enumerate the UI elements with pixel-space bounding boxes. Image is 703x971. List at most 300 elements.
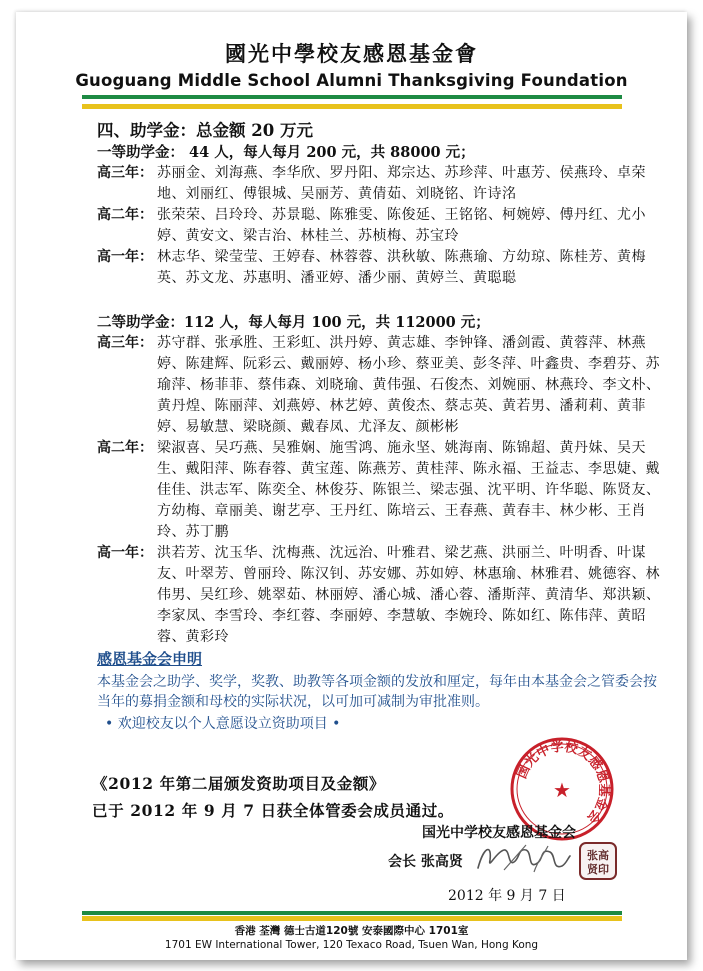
name-separator: 、 [171, 186, 186, 202]
recipient-name: 沈玉华 [214, 545, 258, 561]
recipient-name: 黄梅英 [157, 249, 646, 286]
name-separator: 、 [186, 377, 200, 393]
name-separator: 、 [603, 165, 617, 181]
recipient-name: 苏桢梅 [358, 228, 402, 244]
name-separator: 、 [459, 186, 473, 202]
name-separator: 、 [186, 482, 200, 498]
recipient-name: 沈平明 [487, 482, 531, 498]
recipient-name: 黄宝莲 [300, 461, 344, 477]
recipient-name: 叶惠芳 [502, 165, 546, 181]
recipient-name: 陈伟萍 [559, 608, 603, 624]
recipient-name: 李婉玲 [444, 608, 488, 624]
recipient-name: 蔡亚美 [415, 356, 459, 372]
name-separator: 、 [229, 356, 243, 372]
name-separator: 、 [171, 524, 186, 540]
recipient-name: 林俊芬 [315, 482, 359, 498]
recipient-name: 柯婉婷 [502, 207, 546, 223]
name-separator: 、 [229, 461, 243, 477]
name-separator: 、 [315, 440, 330, 456]
name-separator: 、 [488, 249, 502, 265]
name-separator: 、 [243, 482, 258, 498]
recipient-name: 苏宝玲 [415, 228, 459, 244]
recipient-name: 施永坚 [387, 440, 431, 456]
recipient-name: 吴雅娴 [272, 440, 316, 456]
recipient-name: 李慧敏 [387, 608, 431, 624]
recipient-name: 梁莹莹 [214, 249, 258, 265]
grade-row [97, 247, 667, 289]
name-separator: 、 [301, 377, 315, 393]
name-separator: 、 [315, 249, 330, 265]
recipient-name: 傅银城 [243, 186, 287, 202]
recipient-name: 黄菲婷 [157, 398, 646, 435]
recipient-name: 苏珍萍 [444, 165, 488, 181]
recipient-name: 叶雅君 [387, 545, 431, 561]
name-separator: 、 [401, 270, 416, 286]
approval-line-1: 《2012 年第二届颁发资助项目及金额》 [92, 774, 386, 793]
name-separator: 、 [603, 207, 617, 223]
name-separator: 、 [171, 419, 186, 435]
name-separator: 、 [603, 398, 617, 414]
recipient-name: 黄清华 [545, 587, 589, 603]
name-separator: 、 [545, 503, 560, 519]
recipient-name: 李丽婷 [329, 608, 373, 624]
footer-rule-yellow [82, 916, 622, 921]
name-separator: 、 [373, 207, 387, 223]
recipient-name: 陈雅雯 [329, 207, 373, 223]
name-separator: 、 [344, 461, 358, 477]
name-separator: 、 [488, 165, 502, 181]
recipient-name: 姚翠茹 [257, 587, 301, 603]
recipient-name: 黄桂萍 [415, 461, 459, 477]
name-separator: 、 [488, 440, 502, 456]
name-separator: 、 [315, 207, 330, 223]
name-separator: 、 [200, 165, 215, 181]
recipient-name: 黄昭蓉 [157, 608, 646, 645]
name-separator: 、 [258, 165, 272, 181]
name-separator: 、 [229, 186, 243, 202]
name-separator: 、 [258, 608, 272, 624]
name-separator: 、 [401, 228, 416, 244]
recipient-name: 梁淑喜 [157, 440, 201, 456]
name-separator: 、 [286, 228, 301, 244]
name-separator: 、 [430, 335, 445, 351]
header-title-en: Guoguang Middle School Alumni Thanksgiving Foundation [75, 71, 628, 90]
recipient-name: 叶翠芳 [185, 566, 229, 582]
recipient-name: 许华聪 [545, 482, 589, 498]
grant-tiers [97, 142, 667, 648]
recipient-name: 吕玲玲 [214, 207, 258, 223]
recipient-name: 潘心城 [372, 587, 416, 603]
name-separator: 、 [488, 335, 502, 351]
name-separator: 、 [171, 566, 186, 582]
recipient-name: 许诗洺 [473, 186, 517, 202]
tier-heading: 二等助学金：112 人，每人每月 100 元，共 112000 元； [97, 314, 490, 331]
name-separator: 、 [344, 228, 358, 244]
name-separator: 、 [574, 566, 588, 582]
recipient-name: 潘斯萍 [487, 587, 531, 603]
name-separator: 、 [315, 608, 330, 624]
name-separator: 、 [373, 249, 387, 265]
recipient-name: 林艺婷 [329, 398, 373, 414]
recipient-name: 陈汉钊 [300, 566, 344, 582]
recipient-name: 林桂兰 [300, 228, 344, 244]
name-separator: 、 [545, 608, 560, 624]
grade-label: 高三年： [97, 165, 153, 181]
recipient-name: 姚德容 [588, 566, 632, 582]
recipient-name: 潘心蓉 [430, 587, 474, 603]
recipient-name: 陈锦超 [502, 440, 546, 456]
recipient-name: 陈建辉 [185, 356, 229, 372]
recipient-name: 潘少丽 [358, 270, 402, 286]
grade-row [97, 163, 667, 205]
name-separator: 、 [286, 566, 301, 582]
recipient-name: 苏守群 [157, 335, 201, 351]
recipient-name: 苏瑜萍 [157, 356, 660, 393]
recipient-name: 苏景聪 [272, 207, 316, 223]
name-separator: 、 [603, 249, 617, 265]
recipient-name: 陈培云 [387, 503, 431, 519]
recipient-name: 蔡志英 [444, 398, 488, 414]
recipient-name: 杨小珍 [358, 356, 402, 372]
recipient-name: 叶鑫贵 [530, 356, 574, 372]
name-separator: 、 [588, 377, 603, 393]
name-separator: 、 [603, 335, 617, 351]
name-separator: 、 [229, 566, 243, 582]
grade-label: 高三年： [97, 335, 153, 351]
recipient-name: 颜彬彬 [415, 419, 459, 435]
grant-list [97, 113, 667, 648]
recipient-name: 戴春凤 [300, 419, 344, 435]
recipient-name: 陈奕全 [257, 482, 301, 498]
grade-row [97, 543, 667, 648]
recipient-name: 黄安文 [185, 228, 229, 244]
recipient-name: 罗丹阳 [329, 165, 373, 181]
recipient-names [157, 163, 667, 205]
recipient-name: 潘亚婷 [300, 270, 344, 286]
name-separator: 、 [545, 165, 560, 181]
recipient-name: 曾丽玲 [243, 566, 287, 582]
recipient-name: 洪志军 [200, 482, 244, 498]
recipient-name: 黄若男 [502, 398, 546, 414]
grade-row [97, 438, 667, 543]
recipient-name: 李钟锋 [444, 335, 488, 351]
name-separator: 、 [488, 608, 502, 624]
name-separator: 、 [545, 440, 560, 456]
name-separator: 、 [200, 398, 215, 414]
recipient-name: 沈远治 [329, 545, 373, 561]
recipient-name: 李思婕 [588, 461, 632, 477]
name-separator: 、 [473, 377, 488, 393]
recipient-name: 梁晓颜 [243, 419, 287, 435]
name-separator: 、 [373, 608, 387, 624]
recipient-name: 李华欣 [272, 165, 316, 181]
name-separator: 、 [301, 587, 315, 603]
name-separator: 、 [416, 587, 430, 603]
seal-star-icon: ★ [553, 778, 571, 802]
recipient-name: 戴丽婷 [300, 356, 344, 372]
name-separator: 、 [430, 207, 445, 223]
name-separator: 、 [200, 608, 215, 624]
recipient-name: 陈燕芳 [358, 461, 402, 477]
recipient-name: 林丽婷 [315, 587, 359, 603]
recipient-name: 施雪鸿 [329, 440, 373, 456]
recipient-name: 吴红珍 [200, 587, 244, 603]
name-separator: 、 [171, 356, 186, 372]
recipient-name: 黄伟强 [372, 377, 416, 393]
recipient-name: 王益志 [530, 461, 574, 477]
name-separator: 、 [631, 461, 646, 477]
name-separator: 、 [603, 440, 617, 456]
recipient-names [157, 247, 667, 289]
recipient-name: 洪丽兰 [502, 545, 546, 561]
recipient-name: 王春燕 [444, 503, 488, 519]
name-separator: 、 [603, 503, 617, 519]
recipient-name: 苏惠明 [243, 270, 287, 286]
recipient-name: 沈梅燕 [272, 545, 316, 561]
name-separator: 、 [531, 587, 545, 603]
recipient-name: 苏丽金 [157, 165, 201, 181]
name-separator: 、 [286, 419, 301, 435]
recipient-name: 谢艺亭 [272, 503, 316, 519]
name-separator: 、 [430, 440, 445, 456]
recipient-name: 方幼梅 [157, 503, 201, 519]
name-separator: 、 [229, 419, 243, 435]
approval-line-2: 已于 2012 年 9 月 7 日获全体管委会成员通过。 [92, 801, 454, 820]
declaration-bullet: • 欢迎校友以个人意愿设立资助项目 • [105, 716, 341, 732]
recipient-name: 梁志强 [430, 482, 474, 498]
recipient-name: 黄丹妹 [559, 440, 603, 456]
name-separator: 、 [646, 587, 660, 603]
name-separator: 、 [373, 503, 387, 519]
recipient-name: 李雪玲 [214, 608, 258, 624]
recipient-name: 张承胜 [214, 335, 258, 351]
recipient-name: 黄俊杰 [387, 398, 431, 414]
recipient-name: 王丹红 [329, 503, 373, 519]
declaration [97, 648, 657, 734]
name-separator: 、 [646, 482, 660, 498]
name-separator: 、 [545, 398, 560, 414]
name-separator: 、 [186, 587, 200, 603]
name-separator: 、 [631, 356, 646, 372]
name-separator: 、 [459, 566, 473, 582]
name-separator: 、 [286, 270, 301, 286]
name-separator: 、 [171, 629, 186, 645]
recipient-name: 林雅君 [530, 566, 574, 582]
recipient-name: 尤小婷 [157, 207, 646, 244]
recipient-name: 张荣荣 [157, 207, 201, 223]
name-separator: 、 [516, 461, 531, 477]
recipient-name: 刘婉丽 [487, 377, 531, 393]
name-separator: 、 [574, 461, 588, 477]
recipient-name: 刘海燕 [214, 165, 258, 181]
recipient-name: 方幼琼 [502, 249, 546, 265]
recipient-name: 郑洪颖 [602, 587, 646, 603]
name-separator: 、 [258, 249, 272, 265]
name-separator: 、 [229, 270, 243, 286]
name-separator: 、 [301, 482, 315, 498]
name-separator: 、 [430, 545, 445, 561]
name-separator: 、 [286, 461, 301, 477]
recipient-name: 林志华 [157, 249, 201, 265]
name-separator: 、 [531, 377, 545, 393]
recipient-name: 林伟男 [157, 566, 660, 603]
recipient-name: 李碧芬 [588, 356, 632, 372]
name-separator: 、 [430, 249, 445, 265]
recipient-name: 黄聪聪 [473, 270, 517, 286]
name-separator: 、 [358, 377, 373, 393]
recipient-names [157, 205, 667, 247]
header-rule-green [82, 95, 622, 99]
name-separator: 、 [488, 398, 502, 414]
header-rule-yellow [82, 104, 622, 109]
name-separator: 、 [171, 270, 186, 286]
name-separator: 、 [430, 398, 445, 414]
declaration-title: 感恩基金会申明 [97, 650, 203, 668]
name-separator: 、 [286, 186, 301, 202]
name-separator: 、 [200, 249, 215, 265]
name-separator: 、 [258, 207, 272, 223]
name-separator: 、 [200, 440, 215, 456]
name-separator: 、 [488, 207, 502, 223]
recipient-name: 刘晓瑜 [315, 377, 359, 393]
name-separator: 、 [459, 356, 473, 372]
name-separator: 、 [344, 186, 358, 202]
section-heading: 四、助学金：总金额 20 万元 [97, 121, 313, 140]
recipient-name: 卓荣地 [157, 165, 646, 202]
recipient-name: 郑宗达 [387, 165, 431, 181]
recipient-name: 黄丹煌 [157, 398, 201, 414]
name-separator: 、 [200, 503, 215, 519]
handwritten-signature-icon [474, 840, 574, 878]
recipient-name: 潘剑霞 [502, 335, 546, 351]
signoff-org: 国光中学校友感恩基金会 [422, 825, 576, 841]
recipient-name: 陈丽萍 [214, 398, 258, 414]
recipient-name: 石俊杰 [430, 377, 474, 393]
name-separator: 、 [516, 356, 531, 372]
grade-label: 高一年： [97, 545, 153, 561]
recipient-name: 林蓉蓉 [329, 249, 373, 265]
recipient-names [157, 543, 667, 648]
recipient-name: 王彩虹 [272, 335, 316, 351]
name-separator: 、 [373, 545, 387, 561]
name-separator: 、 [603, 608, 617, 624]
svg-text:张高: 张高 [587, 849, 609, 862]
recipient-name: 苏文龙 [185, 270, 229, 286]
name-separator: 、 [588, 482, 603, 498]
recipient-name: 黄志雄 [387, 335, 431, 351]
recipient-name: 陈桂芳 [559, 249, 603, 265]
name-separator: 、 [373, 165, 387, 181]
recipient-names [157, 438, 667, 543]
name-separator: 、 [315, 165, 330, 181]
recipient-name: 刘丽红 [185, 186, 229, 202]
name-separator: 、 [286, 356, 301, 372]
name-separator: 、 [358, 482, 373, 498]
recipient-name: 林燕婷 [157, 335, 646, 372]
name-separator: 、 [315, 503, 330, 519]
name-separator: 、 [200, 545, 215, 561]
recipient-name: 林少彬 [559, 503, 603, 519]
recipient-name: 苏安娜 [358, 566, 402, 582]
recipient-name: 林燕玲 [545, 377, 589, 393]
name-separator: 、 [258, 545, 272, 561]
recipient-name: 李文朴 [602, 377, 646, 393]
grade-label: 高二年： [97, 440, 153, 456]
recipient-name: 章丽美 [214, 503, 258, 519]
name-separator: 、 [344, 566, 358, 582]
name-separator: 、 [516, 566, 531, 582]
recipient-name: 王婷春 [272, 249, 316, 265]
recipient-name: 陈燕瑜 [444, 249, 488, 265]
recipient-name: 傅丹红 [559, 207, 603, 223]
name-separator: 、 [401, 419, 416, 435]
recipient-name: 潘莉莉 [559, 398, 603, 414]
name-separator: 、 [545, 249, 560, 265]
recipient-name: 吴丽芳 [300, 186, 344, 202]
recipient-name: 苏如婷 [415, 566, 459, 582]
recipient-name: 林惠瑜 [473, 566, 517, 582]
recipient-name: 黄蓉萍 [559, 335, 603, 351]
name-separator: 、 [473, 587, 488, 603]
recipient-name: 梁艺燕 [444, 545, 488, 561]
name-separator: 、 [258, 335, 272, 351]
grade-label: 高二年： [97, 207, 153, 223]
name-separator: 、 [171, 461, 186, 477]
recipient-name: 蔡伟森 [257, 377, 301, 393]
signoff-date: 2012 年 9 月 7 日 [448, 888, 566, 904]
name-separator: 、 [373, 440, 387, 456]
name-separator: 、 [171, 228, 186, 244]
tier-heading: 一等助学金： 44 人，每人每月 200 元，共 88000 元； [97, 144, 475, 161]
recipient-name: 陈如红 [502, 608, 546, 624]
recipient-name: 叶明香 [559, 545, 603, 561]
recipient-name: 刘燕婷 [272, 398, 316, 414]
grade-label: 高一年： [97, 249, 153, 265]
recipient-name: 梁吉治 [243, 228, 287, 244]
name-separator: 、 [315, 335, 330, 351]
name-separator: 、 [401, 461, 416, 477]
declaration-body: 本基金会之助学、奖学，奖教、助教等各项金额的发放和厘定，每年由本基金会之管委会按当年的募捐金额和母校的实际状况，以可加可减制为审批准则。 [97, 674, 657, 710]
recipient-name: 黄彩玲 [185, 629, 229, 645]
name-separator: 、 [315, 398, 330, 414]
grade-row [97, 205, 667, 247]
name-separator: 、 [416, 482, 430, 498]
name-separator: 、 [315, 545, 330, 561]
recipient-name: 陈春蓉 [243, 461, 287, 477]
recipient-name: 王肖玲 [157, 503, 646, 540]
name-separator: 、 [243, 377, 258, 393]
name-separator: 、 [430, 165, 445, 181]
name-separator: 、 [588, 587, 603, 603]
grade-row [97, 333, 667, 438]
recipient-name: 阮彩云 [243, 356, 287, 372]
recipient-name: 尤泽友 [358, 419, 402, 435]
name-separator: 、 [200, 207, 215, 223]
seal-text: 国光中学校友感恩基金会 [514, 739, 612, 826]
name-separator: 、 [416, 377, 430, 393]
recipient-names [157, 333, 667, 438]
name-separator: 、 [344, 270, 358, 286]
footer-address-zh: 香港 荃灣 德士古道120號 安泰國際中心 1701室 [234, 925, 469, 937]
recipient-name: 李家凤 [157, 608, 201, 624]
recipient-name: 陈俊延 [387, 207, 431, 223]
name-separator: 、 [430, 503, 445, 519]
footer-address-en: 1701 EW International Tower, 120 Texaco Road, Tsuen Wan, Hong Kong [164, 939, 539, 951]
recipient-name: 王铭铭 [444, 207, 488, 223]
approval-note [92, 770, 454, 824]
recipient-name: 洪丹婷 [329, 335, 373, 351]
recipient-name: 彭冬萍 [473, 356, 517, 372]
